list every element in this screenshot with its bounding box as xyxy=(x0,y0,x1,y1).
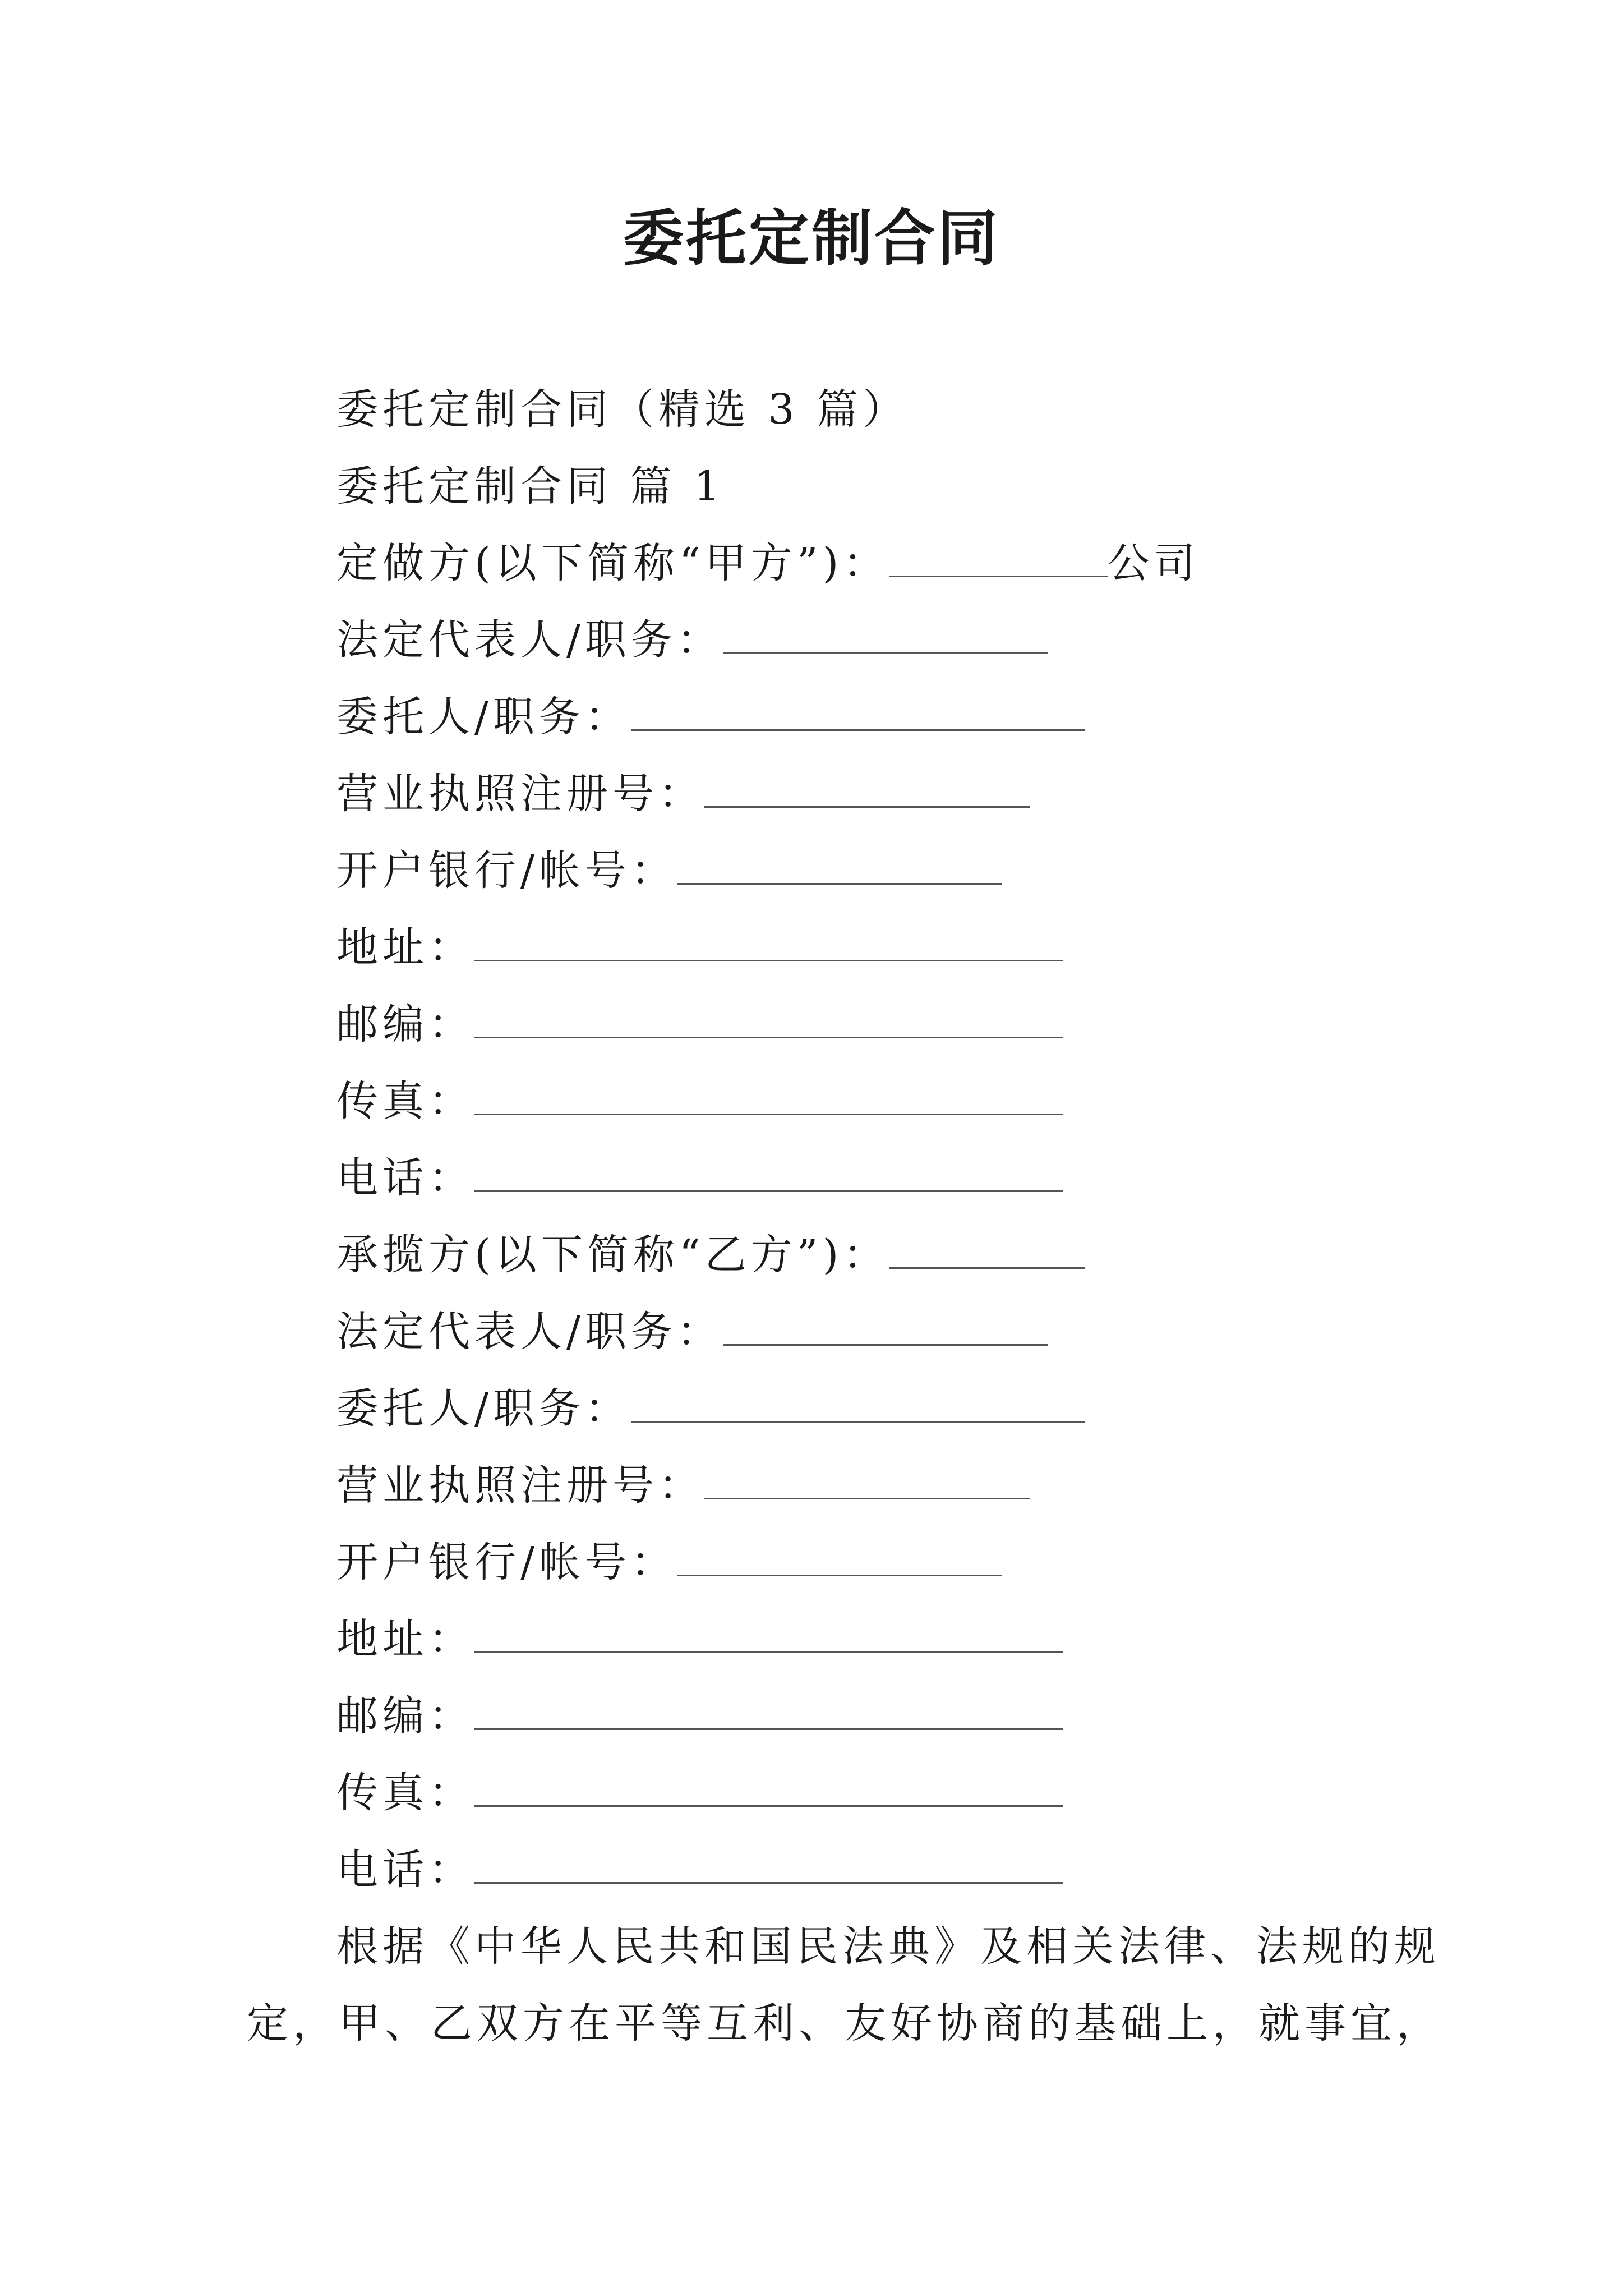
party-a-field-row xyxy=(336,1140,1458,1217)
party-b-label: 承揽方(以下简称“乙方”)： xyxy=(336,1231,889,1279)
field-label: 地址： xyxy=(336,923,474,972)
party-b-line xyxy=(336,1217,1458,1294)
party-b-name-blank xyxy=(889,1267,1085,1269)
party-a-field-row xyxy=(336,1063,1458,1140)
field-blank xyxy=(474,1114,1063,1115)
field-blank xyxy=(723,652,1048,654)
field-label: 开户银行/帐号： xyxy=(336,846,677,895)
field-blank xyxy=(723,1344,1048,1346)
party-a-field-row xyxy=(336,602,1458,679)
party-a-suffix: 公司 xyxy=(1108,539,1200,587)
party-b-field-row xyxy=(336,1294,1458,1370)
party-a-field-row xyxy=(336,909,1458,986)
field-label: 地址： xyxy=(336,1615,474,1663)
document-title: 委托定制合同 xyxy=(623,203,1000,274)
field-blank xyxy=(677,1575,1002,1576)
part-heading-line xyxy=(336,448,1458,525)
contract-header-lines xyxy=(336,371,1458,1908)
party-b-field-row xyxy=(336,1601,1458,1678)
field-label: 开户银行/帐号： xyxy=(336,1538,677,1586)
party-b-field-row xyxy=(336,1447,1458,1524)
party-a-name-blank xyxy=(889,576,1108,577)
party-a-field-row xyxy=(336,679,1458,756)
party-b-field-row xyxy=(336,1832,1458,1908)
field-label: 邮编： xyxy=(336,1000,474,1048)
party-b-field-row xyxy=(336,1755,1458,1832)
field-label: 邮编： xyxy=(336,1692,474,1740)
field-label: 营业执照注册号： xyxy=(336,770,704,818)
party-a-line xyxy=(336,525,1458,602)
party-a-field-row xyxy=(336,986,1458,1063)
field-label: 法定代表人/职务： xyxy=(336,1308,723,1356)
field-label: 电话： xyxy=(336,1846,474,1894)
body-paragraph-line-1: 根据《中华人民共和国民法典》及相关法律、法规的规 xyxy=(336,1922,1440,1971)
field-blank xyxy=(474,1805,1063,1807)
party-a-field-row xyxy=(336,756,1458,832)
field-blank xyxy=(704,1498,1030,1499)
field-label: 电话： xyxy=(336,1154,474,1202)
field-blank xyxy=(677,883,1002,885)
party-a-label: 定做方(以下简称“甲方”)： xyxy=(336,539,889,587)
field-blank xyxy=(474,960,1063,961)
field-blank xyxy=(631,729,1085,731)
field-label: 传真： xyxy=(336,1769,474,1817)
field-label: 委托人/职务： xyxy=(336,693,631,741)
subtitle: 委托定制合同（精选 3 篇） xyxy=(336,385,909,434)
party-b-field-row xyxy=(336,1678,1458,1755)
field-label: 传真： xyxy=(336,1077,474,1125)
party-b-field-row xyxy=(336,1524,1458,1601)
field-label: 法定代表人/职务： xyxy=(336,616,723,664)
body-paragraph-line-2: 定，甲、乙双方在平等互利、友好协商的基础上，就事宜， xyxy=(247,1999,1442,2047)
field-blank xyxy=(474,1651,1063,1653)
field-blank xyxy=(474,1037,1063,1038)
field-blank xyxy=(474,1190,1063,1192)
field-blank xyxy=(474,1728,1063,1730)
party-b-field-row xyxy=(336,1370,1458,1447)
part-heading: 委托定制合同 篇 1 xyxy=(336,462,725,510)
subtitle-line xyxy=(336,371,1458,448)
field-blank xyxy=(631,1421,1085,1423)
field-label: 委托人/职务： xyxy=(336,1384,631,1433)
field-blank xyxy=(474,1882,1063,1884)
party-a-field-row xyxy=(336,832,1458,909)
field-label: 营业执照注册号： xyxy=(336,1461,704,1510)
field-blank xyxy=(704,806,1030,808)
